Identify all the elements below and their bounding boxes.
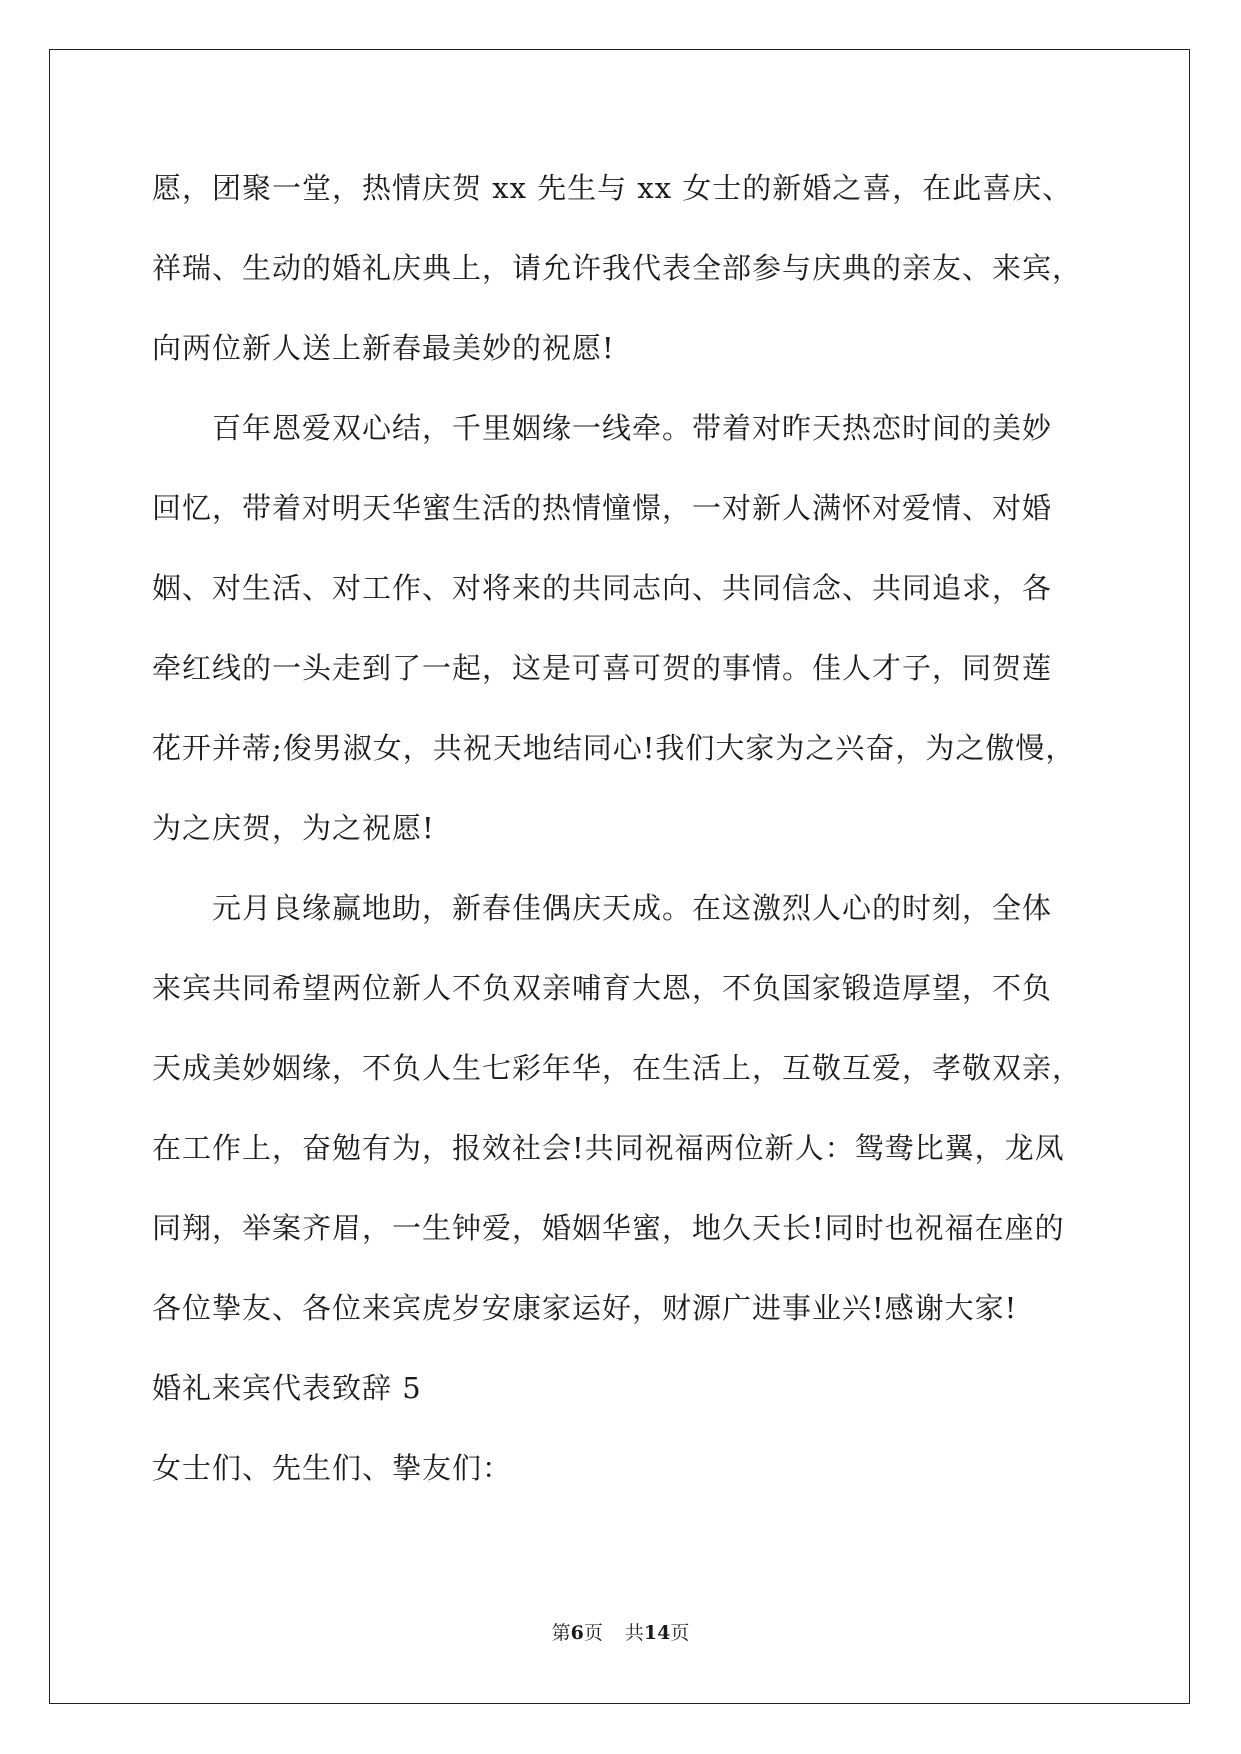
salutation: 女士们、先生们、挚友们： <box>152 1451 513 1485</box>
paragraph-line: 花开并蒂;俊男淑女，共祝天地结同心!我们大家为之兴奋，为之傲慢， <box>152 731 1076 765</box>
paragraph-line: 祥瑞、生动的婚礼庆典上，请允许我代表全部参与庆典的亲友、来宾， <box>152 251 1083 285</box>
paragraph-line: 牵红线的一头走到了一起，这是可喜可贺的事情。佳人才子，同贺莲 <box>152 651 1053 685</box>
paragraph-line: 姻、对生活、对工作、对将来的共同志向、共同信念、共同追求，各 <box>152 571 1053 605</box>
paragraph-line: 天成美妙姻缘，不负人生七彩年华，在生活上，互敬互爱，孝敬双亲， <box>152 1051 1083 1085</box>
footer-total-prefix: 共 <box>624 1622 644 1644</box>
paragraph-line: 百年恩爱双心结，千里姻缘一线牵。带着对昨天热恋时间的美妙 <box>212 411 1053 445</box>
paragraph-line: 向两位新人送上新春最美妙的祝愿! <box>152 331 615 365</box>
paragraph-line: 回忆，带着对明天华蜜生活的热情憧憬，一对新人满怀对爱情、对婚 <box>152 491 1053 525</box>
footer-page-suffix: 页 <box>583 1622 603 1644</box>
current-page-number: 6 <box>570 1622 584 1644</box>
page-footer <box>0 1618 1241 1645</box>
paragraph-line: 同翔，举案齐眉，一生钟爱，婚姻华蜜，地久天长!同时也祝福在座的 <box>152 1211 1065 1245</box>
document-body <box>152 162 1102 1522</box>
footer-total-suffix: 页 <box>670 1622 690 1644</box>
paragraph-line: 各位挚友、各位来宾虎岁安康家运好，财源广进事业兴!感谢大家! <box>152 1291 1018 1325</box>
paragraph-line: 为之庆贺，为之祝愿! <box>152 811 435 845</box>
paragraph-line: 元月良缘赢地助，新春佳偶庆天成。在这激烈人心的时刻，全体 <box>212 891 1053 925</box>
paragraph-line: 来宾共同希望两位新人不负双亲哺育大恩，不负国家锻造厚望，不负 <box>152 971 1053 1005</box>
paragraph-line: 在工作上，奋勉有为，报效社会!共同祝福两位新人：鸳鸯比翼，龙凤 <box>152 1131 1065 1165</box>
total-page-count: 14 <box>643 1622 671 1644</box>
footer-prefix: 第 <box>551 1622 571 1644</box>
paragraph-line: 愿，团聚一堂，热情庆贺 xx 先生与 xx 女士的新婚之喜，在此喜庆、 <box>152 171 1073 205</box>
section-heading: 婚礼来宾代表致辞 5 <box>152 1371 422 1405</box>
